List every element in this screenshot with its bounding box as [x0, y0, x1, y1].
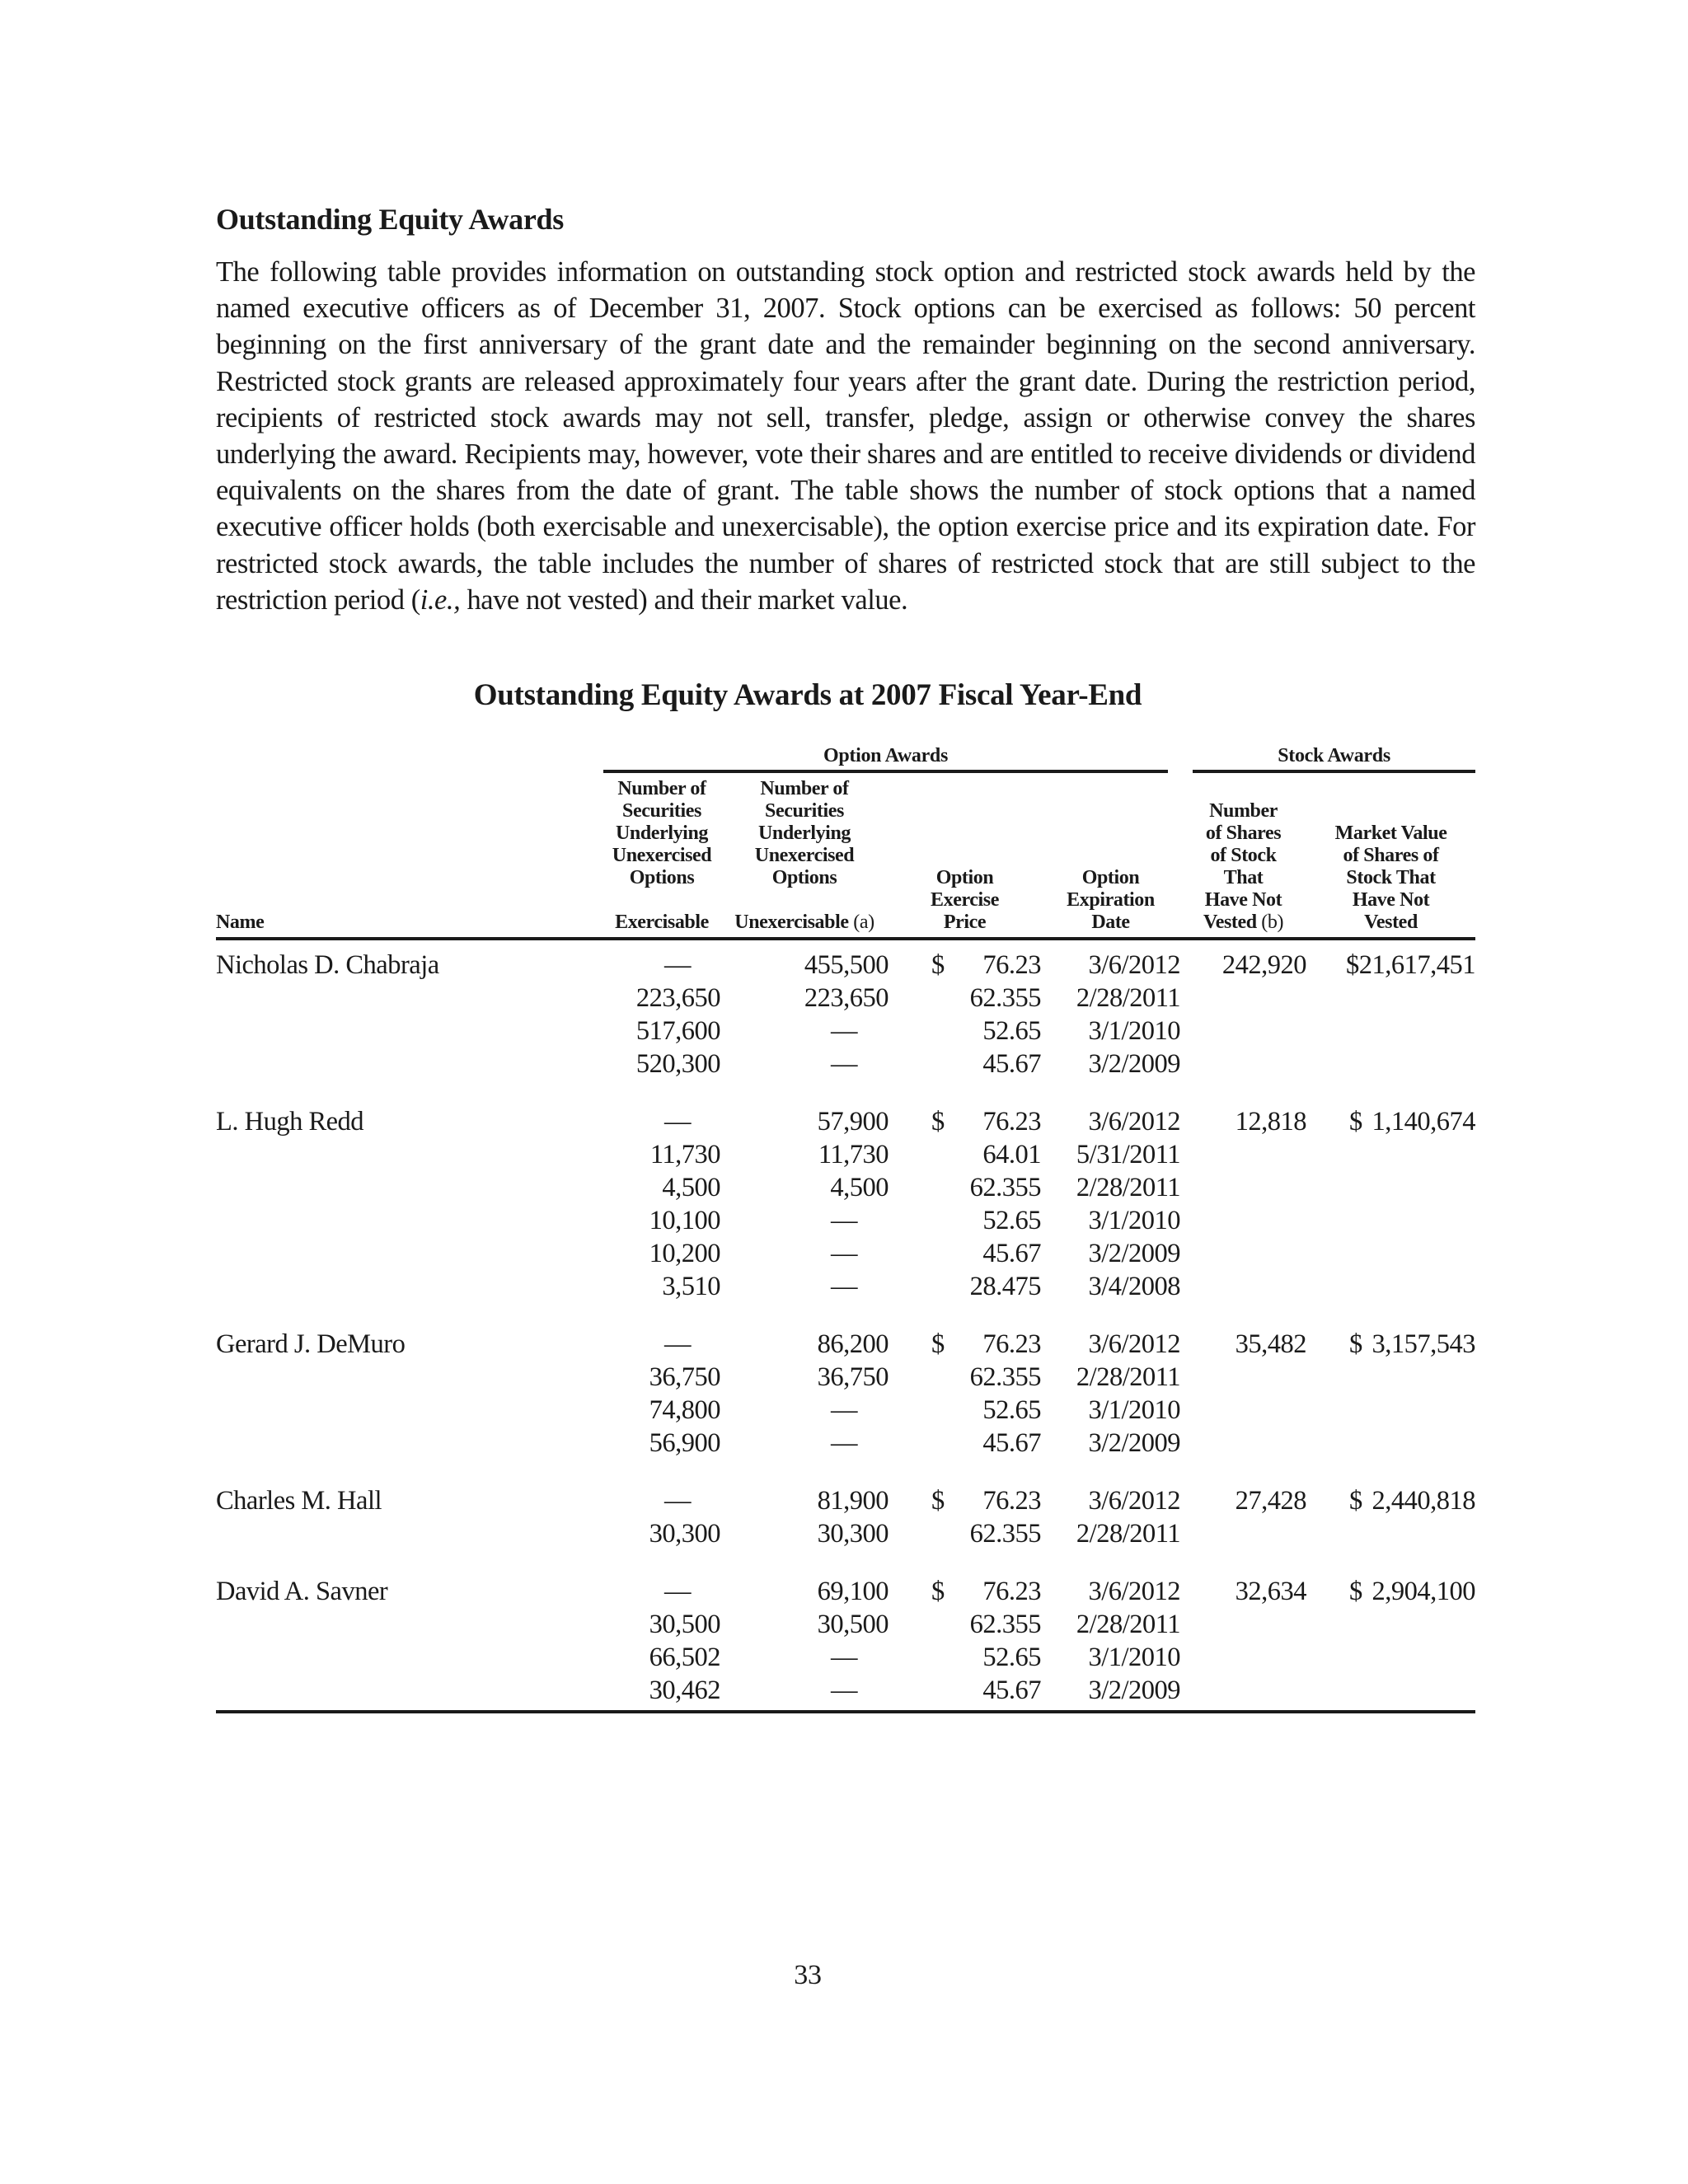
cell-shares-not-vested — [1180, 1015, 1306, 1047]
cell-market-value — [1306, 1394, 1475, 1427]
dollar-sign: $ — [931, 950, 945, 980]
price-value: 45.67 — [982, 1428, 1041, 1458]
cell-exercisable — [603, 1097, 720, 1138]
cell-shares-not-vested — [1180, 1517, 1306, 1550]
cell-exercise-price — [889, 1427, 1041, 1460]
executive-name-text: David A. Savner — [216, 1577, 388, 1606]
executive-name — [216, 1641, 603, 1674]
cell-shares-not-vested — [1180, 1319, 1306, 1361]
cell-market-value — [1306, 939, 1475, 982]
cell-exercisable — [603, 1361, 720, 1394]
table-row — [216, 939, 1475, 982]
exercisable-value: — — [664, 1329, 691, 1359]
executive-name — [216, 1427, 603, 1460]
executive-name — [216, 1567, 603, 1608]
table-row — [216, 1047, 1475, 1080]
executive-name — [216, 1674, 603, 1712]
cell-exercisable — [603, 1674, 720, 1712]
price-value: 76.23 — [982, 1577, 1041, 1606]
cell-market-value — [1306, 1567, 1475, 1608]
cell-exercisable — [603, 939, 720, 982]
cell-unexercisable — [720, 1476, 889, 1517]
cell-exercise-price — [889, 1674, 1041, 1712]
table-row — [216, 1204, 1475, 1237]
cell-exercisable — [603, 1394, 720, 1427]
cell-unexercisable — [720, 1015, 889, 1047]
unexercisable-value: 81,900 — [817, 1486, 889, 1516]
cell-exercisable — [603, 1171, 720, 1204]
executive-name-text: Nicholas D. Chabraja — [216, 950, 439, 980]
executive-name — [216, 1270, 603, 1303]
cell-unexercisable — [720, 1674, 889, 1712]
executive-name — [216, 1171, 603, 1204]
unexercisable-value: 4,500 — [830, 1173, 889, 1202]
unexercisable-value: 36,750 — [817, 1362, 889, 1392]
table-row — [216, 1171, 1475, 1204]
cell-unexercisable — [720, 1237, 889, 1270]
column-header-unexercisable: Number of Securities Underlying Unexercised Options Unexercisable (a) — [720, 771, 889, 939]
unexercisable-value: 455,500 — [804, 950, 889, 980]
cell-expiration-date — [1041, 1476, 1180, 1517]
date-value: 2/28/2011 — [1076, 1519, 1181, 1549]
group-spacer — [216, 1080, 1475, 1097]
price-value: 45.67 — [982, 1239, 1041, 1268]
executive-name-text: L. Hugh Redd — [216, 1107, 364, 1137]
exercisable-value: — — [664, 1486, 691, 1516]
table-row — [216, 1608, 1475, 1641]
cell-exercisable — [603, 1517, 720, 1550]
cell-expiration-date — [1041, 1427, 1180, 1460]
date-value: 3/1/2010 — [1088, 1395, 1181, 1425]
cell-market-value — [1306, 1138, 1475, 1171]
shares-value: 32,634 — [1235, 1577, 1307, 1606]
table-row — [216, 1015, 1475, 1047]
cell-expiration-date — [1041, 1270, 1180, 1303]
executive-name-text: Gerard J. DeMuro — [216, 1329, 406, 1359]
cell-exercise-price — [889, 1047, 1041, 1080]
exercisable-value: 30,500 — [649, 1610, 720, 1639]
cell-expiration-date — [1041, 1097, 1180, 1138]
table-row — [216, 1138, 1475, 1171]
unexercisable-value: — — [831, 1016, 857, 1046]
dollar-sign: $ — [931, 1486, 945, 1516]
cell-expiration-date — [1041, 1204, 1180, 1237]
cell-unexercisable — [720, 1608, 889, 1641]
intro-text-end: have not vested) and their market value. — [460, 583, 908, 616]
shares-value: 242,920 — [1221, 950, 1307, 980]
cell-unexercisable — [720, 1204, 889, 1237]
cell-shares-not-vested — [1180, 1138, 1306, 1171]
cell-unexercisable — [720, 982, 889, 1015]
cell-exercisable — [603, 1641, 720, 1674]
executive-name — [216, 982, 603, 1015]
group-header-stock-awards: Stock Awards — [1180, 742, 1475, 771]
price-value: 28.475 — [969, 1272, 1041, 1301]
date-value: 3/2/2009 — [1088, 1675, 1181, 1705]
exercisable-value: 4,500 — [662, 1173, 720, 1202]
table-row — [216, 982, 1475, 1015]
cell-market-value — [1306, 1641, 1475, 1674]
exercisable-value: — — [664, 950, 691, 980]
cell-exercise-price — [889, 1204, 1041, 1237]
column-header-market-value: Market Value of Shares of Stock That Have Not Vested — [1306, 771, 1475, 939]
group-header-option-awards: Option Awards — [603, 742, 1180, 771]
date-value: 3/1/2010 — [1088, 1643, 1181, 1672]
cell-shares-not-vested — [1180, 1608, 1306, 1641]
cell-expiration-date — [1041, 1641, 1180, 1674]
cell-exercise-price — [889, 1097, 1041, 1138]
table-row — [216, 1517, 1475, 1550]
cell-shares-not-vested — [1180, 1270, 1306, 1303]
table-row — [216, 1237, 1475, 1270]
dollar-sign: $ — [1349, 1107, 1362, 1137]
date-value: 3/2/2009 — [1088, 1239, 1181, 1268]
cell-market-value — [1306, 1608, 1475, 1641]
price-value: 52.65 — [982, 1643, 1041, 1672]
unexercisable-value: — — [831, 1643, 857, 1672]
unexercisable-value: 30,500 — [817, 1610, 889, 1639]
group-spacer — [216, 1303, 1475, 1319]
cell-market-value — [1306, 1204, 1475, 1237]
cell-exercisable — [603, 1138, 720, 1171]
cell-expiration-date — [1041, 1674, 1180, 1712]
market-value-amount: $21,617,451 — [1346, 950, 1476, 980]
cell-shares-not-vested — [1180, 982, 1306, 1015]
cell-exercise-price — [889, 1270, 1041, 1303]
cell-expiration-date — [1041, 982, 1180, 1015]
cell-expiration-date — [1041, 1361, 1180, 1394]
cell-shares-not-vested — [1180, 1674, 1306, 1712]
cell-exercisable — [603, 1047, 720, 1080]
cell-expiration-date — [1041, 939, 1180, 982]
cell-market-value — [1306, 1674, 1475, 1712]
exercisable-value: 223,650 — [635, 983, 720, 1013]
table-row — [216, 1394, 1475, 1427]
price-value: 45.67 — [982, 1675, 1041, 1705]
executive-name — [216, 1361, 603, 1394]
cell-exercise-price — [889, 1608, 1041, 1641]
table-row — [216, 1097, 1475, 1138]
intro-italic-ie: i.e., — [420, 583, 461, 616]
column-header-exercise-price: Option Exercise Price — [889, 771, 1041, 939]
section-title: Outstanding Equity Awards — [216, 203, 564, 236]
market-value-amount: 2,440,818 — [1372, 1486, 1476, 1516]
cell-exercise-price — [889, 982, 1041, 1015]
unexercisable-value: — — [831, 1675, 857, 1705]
cell-market-value — [1306, 1476, 1475, 1517]
cell-unexercisable — [720, 1641, 889, 1674]
cell-exercise-price — [889, 1237, 1041, 1270]
cell-market-value — [1306, 1517, 1475, 1550]
unexercisable-value: — — [831, 1395, 857, 1425]
cell-unexercisable — [720, 1567, 889, 1608]
cell-unexercisable — [720, 1138, 889, 1171]
dollar-sign: $ — [1349, 1486, 1362, 1516]
cell-exercisable — [603, 1476, 720, 1517]
market-value-amount: 3,157,543 — [1372, 1329, 1476, 1359]
date-value: 3/6/2012 — [1088, 1486, 1181, 1516]
table-row — [216, 1270, 1475, 1303]
date-value: 3/6/2012 — [1088, 1329, 1181, 1359]
table-row — [216, 1567, 1475, 1608]
shares-value: 27,428 — [1235, 1486, 1307, 1516]
shares-value: 12,818 — [1235, 1107, 1307, 1137]
cell-shares-not-vested — [1180, 1204, 1306, 1237]
cell-exercise-price — [889, 939, 1041, 982]
date-value: 3/2/2009 — [1088, 1428, 1181, 1458]
price-value: 62.355 — [969, 1362, 1041, 1392]
cell-exercise-price — [889, 1138, 1041, 1171]
executive-name — [216, 1476, 603, 1517]
shares-value: 35,482 — [1235, 1329, 1307, 1359]
column-header-shares-not-vested: Number of Shares of Stock That Have Not Vested (b) — [1180, 771, 1306, 939]
exercisable-value: 36,750 — [649, 1362, 720, 1392]
cell-expiration-date — [1041, 1319, 1180, 1361]
footnote-a: (a) — [853, 912, 874, 933]
price-value: 52.65 — [982, 1016, 1041, 1046]
cell-market-value — [1306, 1427, 1475, 1460]
cell-market-value — [1306, 1015, 1475, 1047]
executive-name — [216, 1608, 603, 1641]
cell-expiration-date — [1041, 1138, 1180, 1171]
cell-shares-not-vested — [1180, 1097, 1306, 1138]
unexercisable-value: 11,730 — [818, 1140, 889, 1169]
cell-expiration-date — [1041, 1567, 1180, 1608]
table-row — [216, 1476, 1475, 1517]
table-row — [216, 1319, 1475, 1361]
footnote-b: (b) — [1261, 912, 1284, 933]
cell-market-value — [1306, 1270, 1475, 1303]
exercisable-value: 56,900 — [649, 1428, 720, 1458]
exercisable-value: 66,502 — [649, 1643, 720, 1672]
exercisable-value: 3,510 — [662, 1272, 720, 1301]
exercisable-value: 30,300 — [649, 1519, 720, 1549]
cell-market-value — [1306, 1237, 1475, 1270]
date-value: 2/28/2011 — [1076, 983, 1181, 1013]
cell-shares-not-vested — [1180, 1237, 1306, 1270]
table-body — [216, 939, 1475, 1712]
cell-unexercisable — [720, 1361, 889, 1394]
cell-expiration-date — [1041, 1517, 1180, 1550]
date-value: 3/6/2012 — [1088, 1577, 1181, 1606]
column-header-row — [216, 771, 1475, 939]
cell-exercise-price — [889, 1361, 1041, 1394]
cell-market-value — [1306, 1319, 1475, 1361]
exercisable-value: 10,100 — [649, 1206, 720, 1235]
cell-exercise-price — [889, 1394, 1041, 1427]
dollar-sign: $ — [1349, 1577, 1362, 1606]
date-value: 2/28/2011 — [1076, 1362, 1181, 1392]
cell-market-value — [1306, 1047, 1475, 1080]
cell-unexercisable — [720, 1319, 889, 1361]
cell-shares-not-vested — [1180, 1427, 1306, 1460]
outstanding-equity-awards-table — [216, 742, 1475, 1713]
group-header-row — [216, 742, 1475, 771]
executive-name — [216, 1319, 603, 1361]
cell-exercise-price — [889, 1641, 1041, 1674]
group-spacer — [216, 1460, 1475, 1476]
executive-name — [216, 1204, 603, 1237]
executive-name — [216, 1015, 603, 1047]
cell-market-value — [1306, 1361, 1475, 1394]
table-row — [216, 1674, 1475, 1712]
cell-expiration-date — [1041, 1237, 1180, 1270]
unexercisable-value: 57,900 — [817, 1107, 889, 1137]
cell-expiration-date — [1041, 1047, 1180, 1080]
cell-shares-not-vested — [1180, 1641, 1306, 1674]
date-value: 3/6/2012 — [1088, 1107, 1181, 1137]
price-value: 45.67 — [982, 1049, 1041, 1079]
cell-shares-not-vested — [1180, 1047, 1306, 1080]
cell-market-value — [1306, 1097, 1475, 1138]
cell-unexercisable — [720, 1427, 889, 1460]
cell-shares-not-vested — [1180, 1567, 1306, 1608]
date-value: 3/1/2010 — [1088, 1206, 1181, 1235]
date-value: 2/28/2011 — [1076, 1173, 1181, 1202]
exercisable-value: 30,462 — [649, 1675, 720, 1705]
date-value: 3/6/2012 — [1088, 950, 1181, 980]
date-value: 5/31/2011 — [1076, 1140, 1181, 1169]
cell-exercisable — [603, 1427, 720, 1460]
cell-expiration-date — [1041, 1394, 1180, 1427]
table-row — [216, 1361, 1475, 1394]
price-value: 76.23 — [982, 1486, 1041, 1516]
executive-name — [216, 1394, 603, 1427]
cell-exercisable — [603, 1608, 720, 1641]
price-value: 62.355 — [969, 1610, 1041, 1639]
intro-text: The following table provides information on outstanding stock option and restricted stock awards held by the named executive officers as of December 31, 2007. Stock options can be exercised as follows: 50 percent beginning on the first anniversary of the grant date and the remainder beginning on the second anniversary. Restricted stock grants are released approximately four years after the grant date. During the restriction period, recipients of restricted stock awards may not sell, transfer, pledge, assign or otherwise convey the shares underlying the award. Recipients may, however, vote their shares and are entitled to receive dividends or dividend equivalents on the shares from the date of grant. The table shows the number of stock options that a named executive officer holds (both exercisable and unexercisable), the option exercise price and its expiration date. For restricted stock awards, the table includes the number of shares of restricted stock that are still subject to the restriction period ( — [216, 256, 1475, 616]
cell-exercisable — [603, 1319, 720, 1361]
cell-unexercisable — [720, 939, 889, 982]
cell-shares-not-vested — [1180, 1361, 1306, 1394]
cell-unexercisable — [720, 1047, 889, 1080]
exercisable-value: — — [664, 1577, 691, 1606]
unexercisable-value: — — [831, 1428, 857, 1458]
column-header-expiration-date: Option Expiration Date — [1041, 771, 1180, 939]
cell-exercise-price — [889, 1476, 1041, 1517]
executive-name-text: Charles M. Hall — [216, 1486, 382, 1516]
cell-shares-not-vested — [1180, 1476, 1306, 1517]
table-row — [216, 1641, 1475, 1674]
group-spacer — [216, 1550, 1475, 1567]
price-value: 76.23 — [982, 1329, 1041, 1359]
date-value: 3/4/2008 — [1088, 1272, 1181, 1301]
group-header-blank — [216, 742, 603, 771]
cell-shares-not-vested — [1180, 1171, 1306, 1204]
cell-exercisable — [603, 1270, 720, 1303]
price-value: 76.23 — [982, 1107, 1041, 1137]
unexercisable-value: — — [831, 1272, 857, 1301]
cell-shares-not-vested — [1180, 1394, 1306, 1427]
unexercisable-value: — — [831, 1239, 857, 1268]
cell-exercise-price — [889, 1171, 1041, 1204]
exercisable-value: 74,800 — [649, 1395, 720, 1425]
cell-exercisable — [603, 1015, 720, 1047]
cell-expiration-date — [1041, 1015, 1180, 1047]
cell-market-value — [1306, 1171, 1475, 1204]
price-value: 76.23 — [982, 950, 1041, 980]
exercisable-value: 517,600 — [635, 1016, 720, 1046]
executive-name — [216, 1097, 603, 1138]
price-value: 62.355 — [969, 983, 1041, 1013]
cell-shares-not-vested — [1180, 939, 1306, 982]
executive-name — [216, 1138, 603, 1171]
column-header-exercisable: Number of Securities Underlying Unexercised Options Exercisable — [603, 771, 720, 939]
price-value: 52.65 — [982, 1395, 1041, 1425]
intro-paragraph — [216, 254, 1475, 618]
page-number: 33 — [794, 1960, 822, 1990]
executive-name — [216, 939, 603, 982]
table-row — [216, 1427, 1475, 1460]
exercisable-value: — — [664, 1107, 691, 1137]
cell-unexercisable — [720, 1097, 889, 1138]
executive-name — [216, 1237, 603, 1270]
price-value: 52.65 — [982, 1206, 1041, 1235]
market-value-amount: 1,140,674 — [1372, 1107, 1476, 1137]
date-value: 2/28/2011 — [1076, 1610, 1181, 1639]
cell-unexercisable — [720, 1517, 889, 1550]
cell-market-value — [1306, 982, 1475, 1015]
cell-exercisable — [603, 1204, 720, 1237]
cell-expiration-date — [1041, 1608, 1180, 1641]
cell-exercise-price — [889, 1567, 1041, 1608]
column-header-name: Name — [216, 771, 603, 939]
cell-unexercisable — [720, 1171, 889, 1204]
cell-unexercisable — [720, 1394, 889, 1427]
unexercisable-value: 30,300 — [817, 1519, 889, 1549]
unexercisable-value: — — [831, 1049, 857, 1079]
date-value: 3/1/2010 — [1088, 1016, 1181, 1046]
dollar-sign: $ — [931, 1329, 945, 1359]
cell-unexercisable — [720, 1270, 889, 1303]
cell-exercisable — [603, 1567, 720, 1608]
cell-exercise-price — [889, 1517, 1041, 1550]
cell-expiration-date — [1041, 1171, 1180, 1204]
cell-exercisable — [603, 1237, 720, 1270]
executive-name — [216, 1517, 603, 1550]
unexercisable-value: 223,650 — [804, 983, 889, 1013]
dollar-sign: $ — [1349, 1329, 1362, 1359]
unexercisable-value: — — [831, 1206, 857, 1235]
price-value: 64.01 — [982, 1140, 1041, 1169]
cell-exercise-price — [889, 1015, 1041, 1047]
executive-name — [216, 1047, 603, 1080]
table-title: Outstanding Equity Awards at 2007 Fiscal Year-End — [473, 678, 1142, 712]
exercisable-value: 520,300 — [635, 1049, 720, 1079]
unexercisable-value: 86,200 — [817, 1329, 889, 1359]
price-value: 62.355 — [969, 1173, 1041, 1202]
exercisable-value: 11,730 — [649, 1140, 720, 1169]
market-value-amount: 2,904,100 — [1372, 1577, 1476, 1606]
dollar-sign: $ — [931, 1577, 945, 1606]
dollar-sign: $ — [931, 1107, 945, 1137]
price-value: 62.355 — [969, 1519, 1041, 1549]
unexercisable-value: 69,100 — [817, 1577, 889, 1606]
cell-exercisable — [603, 982, 720, 1015]
cell-exercise-price — [889, 1319, 1041, 1361]
exercisable-value: 10,200 — [649, 1239, 720, 1268]
date-value: 3/2/2009 — [1088, 1049, 1181, 1079]
